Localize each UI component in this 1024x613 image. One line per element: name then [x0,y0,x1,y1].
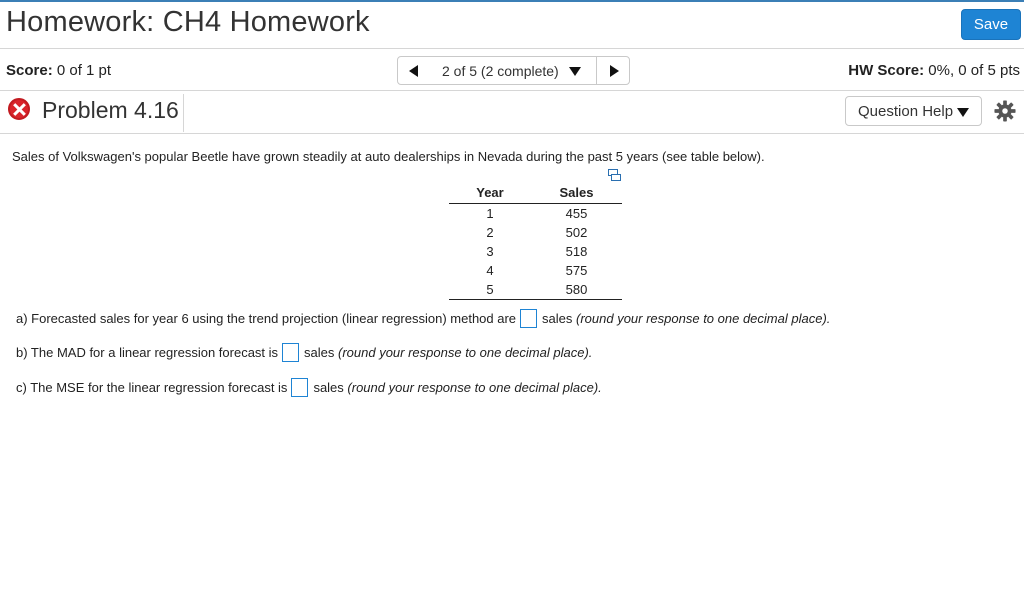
table-row [449,204,622,224]
vertical-divider [183,94,184,132]
year-cell: 5 [449,280,531,300]
question-help-button[interactable] [845,96,982,126]
question-select-dropdown[interactable] [430,56,597,85]
column-header-year: Year [449,182,531,204]
question-b-text: b) The MAD for a linear regression forecast is [16,345,279,360]
hw-score-value: 0%, 0 of 5 pts [928,62,1020,79]
question-b-unit: sales [304,345,335,360]
column-header-sales: Sales [531,182,622,204]
question-a-text: a) Forecasted sales for year 6 using the trend projection (linear regression) method are [16,311,517,326]
question-a-hint: (round your response to one decimal place). [576,311,831,326]
previous-question-button[interactable] [397,56,431,85]
problem-title: Problem 4.16 [42,97,179,123]
score-label: Score: [6,62,53,79]
question-a-unit: sales [542,311,573,326]
sales-data-table [449,182,622,300]
question-help-label: Question Help [858,103,954,120]
arrow-left-icon [409,65,418,77]
answer-input-b[interactable] [282,343,299,362]
sales-cell: 455 [565,206,588,221]
page-header [0,2,1024,48]
score-value: 0 of 1 pt [56,62,112,79]
question-c-unit: sales [313,380,344,395]
caret-down-icon [569,67,581,76]
caret-down-icon [957,108,969,117]
sales-cell: 580 [531,280,622,300]
copy-data-icon[interactable] [608,169,621,181]
homework-title: Homework: CH4 Homework [6,6,370,38]
problem-header [0,91,1024,133]
answer-input-c[interactable] [291,378,308,397]
question-c-text: c) The MSE for the linear regression forecast is [16,380,288,395]
question-b [16,343,592,362]
table-row [449,261,622,280]
question-b-hint: (round your response to one decimal place). [338,345,593,360]
sales-cell: 575 [565,263,588,278]
x-circle-icon [8,98,30,120]
year-cell: 3 [486,244,494,259]
question-a [16,309,830,328]
question-position-text: 2 of 5 (2 complete) [442,63,559,79]
gear-icon[interactable] [994,100,1016,122]
year-cell: 1 [486,206,494,221]
year-cell: 2 [486,225,494,240]
score-display [6,62,111,79]
next-question-button[interactable] [596,56,630,85]
year-cell: 4 [486,263,494,278]
question-c [16,378,602,397]
sales-cell: 518 [565,244,588,259]
hw-score-label: HW Score: [848,62,925,79]
table-row [449,280,622,300]
sales-cell: 502 [565,225,588,240]
table-row [449,242,622,261]
arrow-right-icon [610,65,619,77]
problem-prompt: Sales of Volkswagen's popular Beetle have grown steadily at auto dealerships in Nevada during the past 5 years (see table below). [12,149,765,164]
table-row [449,223,622,242]
save-button[interactable]: Save [961,9,1021,40]
answer-input-a[interactable] [520,309,537,328]
divider [0,133,1024,134]
question-c-hint: (round your response to one decimal place). [347,380,602,395]
divider [0,48,1024,49]
hw-score-display [848,62,1020,79]
